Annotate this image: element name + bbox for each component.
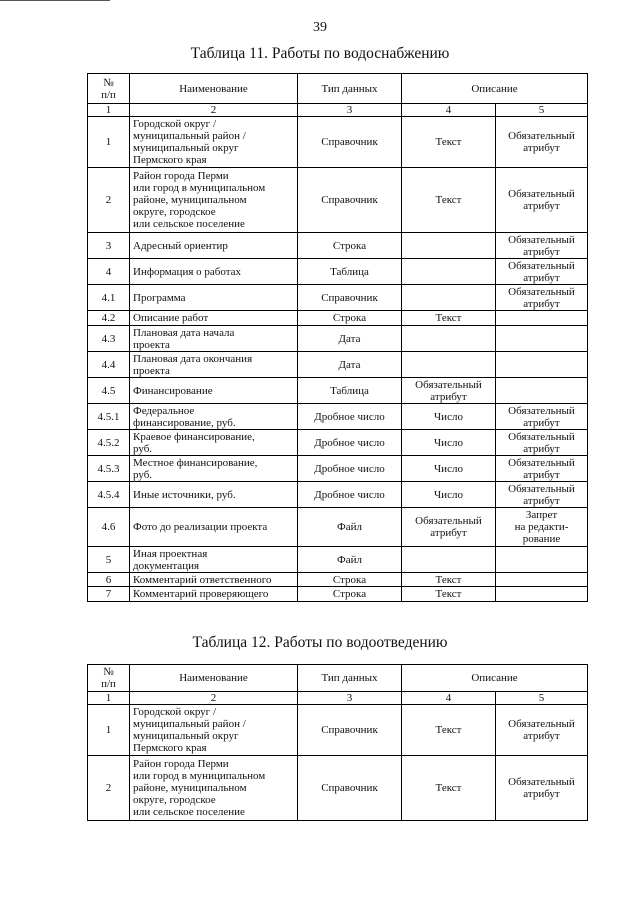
table-row: [88, 508, 588, 547]
cell-num: 4.5.4: [88, 482, 130, 508]
cell-num: 4.5.1: [88, 404, 130, 430]
table-11-title: Таблица 11. Работы по водоснабжению: [190, 45, 450, 62]
cell-desc5: Обязательный атрибут: [496, 756, 588, 821]
table-row: [88, 311, 588, 326]
cell-name: Район города Перми или город в муниципальном районе, муниципальном округе, городское или сельское поселение: [130, 168, 298, 233]
cell-desc5: [496, 311, 588, 326]
cell-num: 2: [88, 168, 130, 233]
table-row: [88, 404, 588, 430]
table-row: [88, 573, 588, 587]
cell-type: Справочник: [298, 285, 402, 311]
cell-num: 4.1: [88, 285, 130, 311]
page-number: 39: [313, 20, 327, 35]
table-row: [88, 587, 588, 602]
header-cell-name: Наименование: [130, 665, 298, 692]
cell-type: Строка: [298, 311, 402, 326]
column-index-cell: 1: [88, 104, 130, 117]
column-index-cell: 1: [88, 692, 130, 705]
cell-desc5: [496, 547, 588, 573]
cell-desc4: [402, 352, 496, 378]
table-row: [88, 456, 588, 482]
cell-desc4: Текст: [402, 117, 496, 168]
cell-desc4: [402, 233, 496, 259]
cell-desc5: [496, 587, 588, 602]
header-cell-description: Описание: [402, 74, 588, 104]
cell-num: 4.5: [88, 378, 130, 404]
cell-name: Местное финансирование, руб.: [130, 456, 298, 482]
cell-desc4: Текст: [402, 311, 496, 326]
cell-type: Справочник: [298, 756, 402, 821]
cell-desc5: Обязательный атрибут: [496, 259, 588, 285]
cell-name: Иные источники, руб.: [130, 482, 298, 508]
cell-desc5: Запрет на редакти- рование: [496, 508, 588, 547]
cell-name: Финансирование: [130, 378, 298, 404]
cell-name: Городской округ / муниципальный район / муниципальный округ Пермского края: [130, 705, 298, 756]
cell-desc4: Текст: [402, 587, 496, 602]
table-row: [88, 378, 588, 404]
cell-name: Информация о работах: [130, 259, 298, 285]
cell-desc4: [402, 259, 496, 285]
cell-desc5: [496, 326, 588, 352]
header-cell-type: Тип данных: [298, 665, 402, 692]
cell-num: 4.4: [88, 352, 130, 378]
cell-type: Справочник: [298, 168, 402, 233]
column-index-cell: 2: [130, 104, 298, 117]
cell-type: Файл: [298, 547, 402, 573]
cell-num: 5: [88, 547, 130, 573]
cell-type: Дата: [298, 326, 402, 352]
column-index-cell: 3: [298, 692, 402, 705]
header-cell-description: Описание: [402, 665, 588, 692]
column-index-cell: 5: [496, 104, 588, 117]
cell-num: 3: [88, 233, 130, 259]
cell-type: Справочник: [298, 117, 402, 168]
cell-type: Таблица: [298, 378, 402, 404]
cell-num: 4.3: [88, 326, 130, 352]
cell-type: Дробное число: [298, 482, 402, 508]
cell-desc4: [402, 326, 496, 352]
cell-desc4: Число: [402, 482, 496, 508]
cell-num: 4.5.3: [88, 456, 130, 482]
cell-type: Дата: [298, 352, 402, 378]
cell-name: Комментарий ответственного: [130, 573, 298, 587]
table-row: [88, 117, 588, 168]
header-row: [88, 665, 588, 692]
cell-desc4: [402, 285, 496, 311]
cell-name: Краевое финансирование, руб.: [130, 430, 298, 456]
cell-desc4: Число: [402, 404, 496, 430]
cell-type: Дробное число: [298, 404, 402, 430]
cell-desc4: Текст: [402, 756, 496, 821]
cell-num: 4.5.2: [88, 430, 130, 456]
cell-desc5: Обязательный атрибут: [496, 117, 588, 168]
table-row: [88, 168, 588, 233]
cell-name: Программа: [130, 285, 298, 311]
table-row: [88, 285, 588, 311]
cell-desc5: Обязательный атрибут: [496, 456, 588, 482]
cell-name: Иная проектная документация: [130, 547, 298, 573]
table-11: [87, 73, 588, 602]
cell-desc5: Обязательный атрибут: [496, 168, 588, 233]
cell-num: 1: [88, 705, 130, 756]
cell-desc4: Число: [402, 456, 496, 482]
table-row: [88, 233, 588, 259]
table-12: [87, 664, 588, 821]
cell-type: Строка: [298, 233, 402, 259]
cell-desc4: Текст: [402, 573, 496, 587]
header-cell-type: Тип данных: [298, 74, 402, 104]
cell-name: Район города Перми или город в муниципальном районе, муниципальном округе, городское или сельское поселение: [130, 756, 298, 821]
cell-name: Плановая дата окончания проекта: [130, 352, 298, 378]
column-index-row: [88, 692, 588, 705]
cell-type: Строка: [298, 587, 402, 602]
header-row: [88, 74, 588, 104]
table-row: [88, 482, 588, 508]
header-cell-num: № п/п: [88, 74, 130, 104]
cell-num: 1: [88, 117, 130, 168]
column-index-cell: 4: [402, 104, 496, 117]
cell-desc5: Обязательный атрибут: [496, 705, 588, 756]
cell-desc4: Текст: [402, 705, 496, 756]
cell-name: Адресный ориентир: [130, 233, 298, 259]
cell-desc4: Число: [402, 430, 496, 456]
header-cell-name: Наименование: [130, 74, 298, 104]
table-row: [88, 326, 588, 352]
cell-desc5: Обязательный атрибут: [496, 285, 588, 311]
cell-num: 4.2: [88, 311, 130, 326]
cell-num: 4: [88, 259, 130, 285]
column-index-cell: 4: [402, 692, 496, 705]
cell-num: 4.6: [88, 508, 130, 547]
scan-edge-line: [0, 0, 110, 1]
column-index-cell: 3: [298, 104, 402, 117]
cell-type: Справочник: [298, 705, 402, 756]
table-row: [88, 430, 588, 456]
cell-desc4: Текст: [402, 168, 496, 233]
header-cell-num: № п/п: [88, 665, 130, 692]
column-index-cell: 5: [496, 692, 588, 705]
cell-desc5: [496, 573, 588, 587]
table-row: [88, 547, 588, 573]
column-index-row: [88, 104, 588, 117]
cell-name: Фото до реализации проекта: [130, 508, 298, 547]
cell-desc5: Обязательный атрибут: [496, 430, 588, 456]
cell-name: Городской округ / муниципальный район / муниципальный округ Пермского края: [130, 117, 298, 168]
cell-desc4: [402, 547, 496, 573]
cell-name: Плановая дата начала проекта: [130, 326, 298, 352]
column-index-cell: 2: [130, 692, 298, 705]
table-row: [88, 259, 588, 285]
cell-type: Дробное число: [298, 430, 402, 456]
table-row: [88, 352, 588, 378]
cell-num: 6: [88, 573, 130, 587]
cell-desc5: [496, 352, 588, 378]
cell-type: Таблица: [298, 259, 402, 285]
table-row: [88, 705, 588, 756]
cell-num: 2: [88, 756, 130, 821]
cell-name: Комментарий проверяющего: [130, 587, 298, 602]
cell-desc5: Обязательный атрибут: [496, 482, 588, 508]
cell-desc4: Обязательный атрибут: [402, 508, 496, 547]
cell-desc5: Обязательный атрибут: [496, 404, 588, 430]
cell-desc5: [496, 378, 588, 404]
cell-desc4: Обязательный атрибут: [402, 378, 496, 404]
cell-type: Дробное число: [298, 456, 402, 482]
cell-desc5: Обязательный атрибут: [496, 233, 588, 259]
cell-type: Строка: [298, 573, 402, 587]
cell-name: Федеральное финансирование, руб.: [130, 404, 298, 430]
cell-type: Файл: [298, 508, 402, 547]
table-row: [88, 756, 588, 821]
table-12-title: Таблица 12. Работы по водоотведению: [192, 634, 448, 651]
cell-name: Описание работ: [130, 311, 298, 326]
cell-num: 7: [88, 587, 130, 602]
